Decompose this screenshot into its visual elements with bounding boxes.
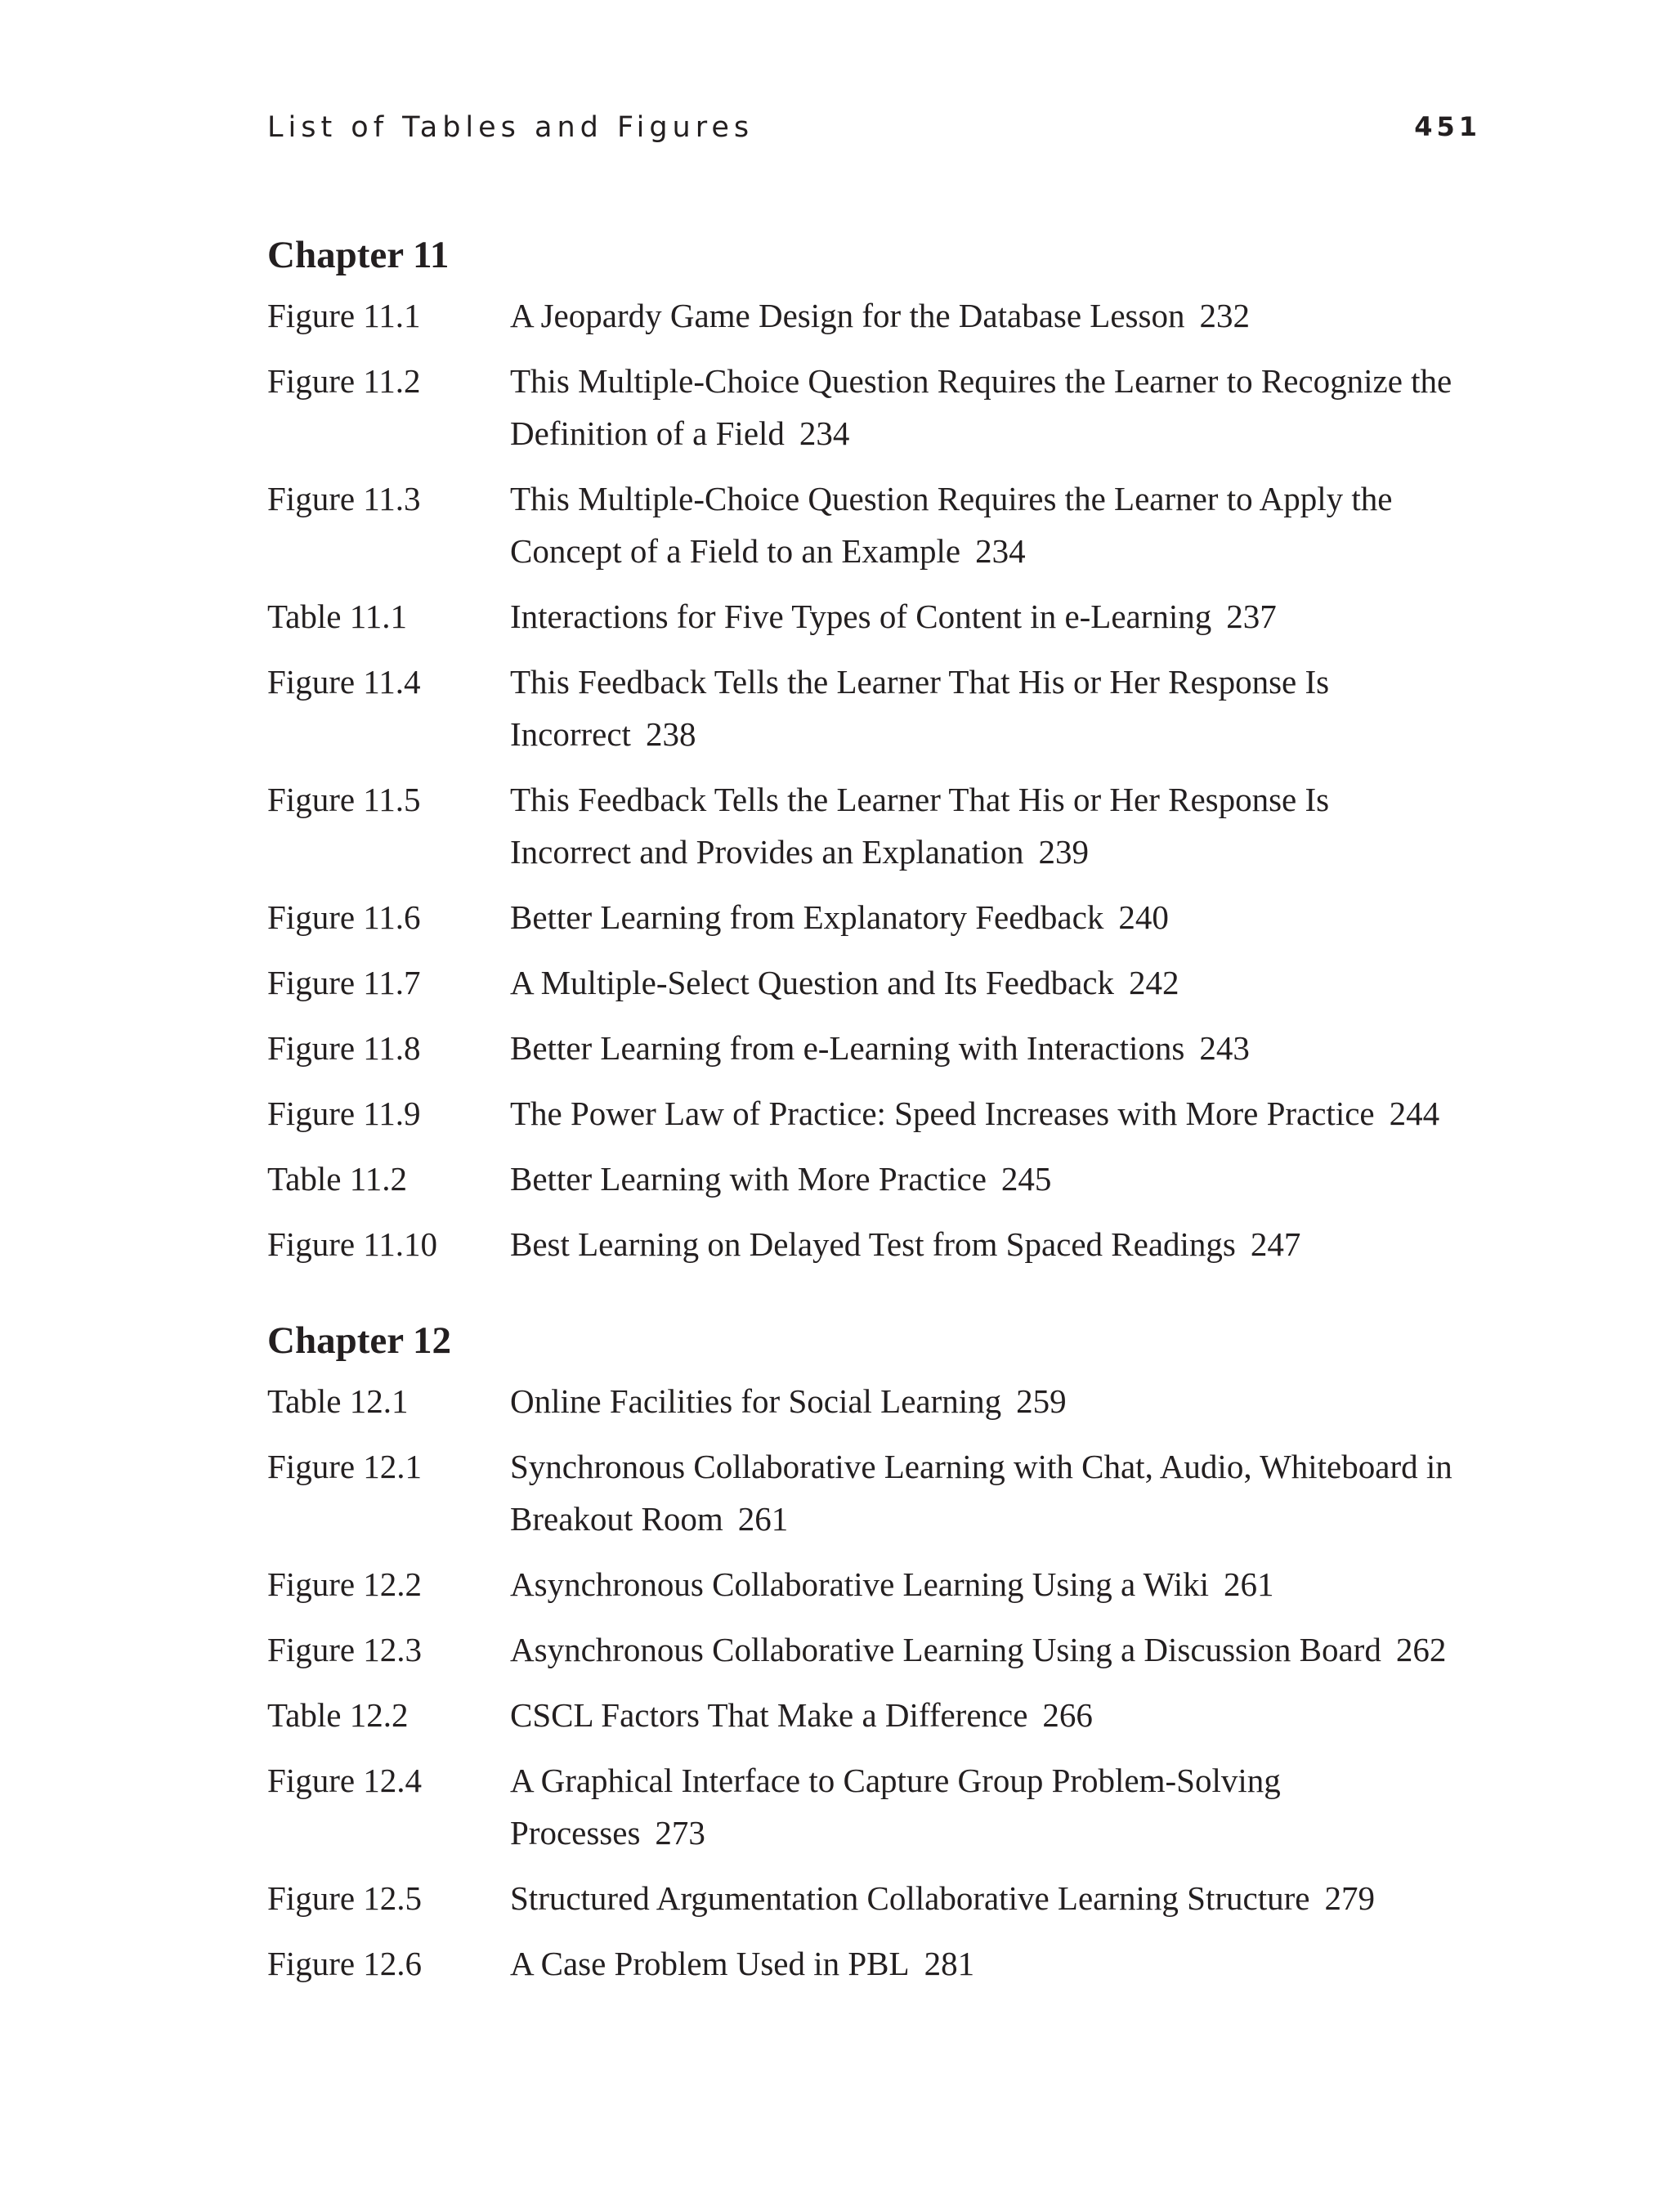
entry-text: [510, 1937, 1458, 1990]
list-item: [267, 656, 1493, 760]
entry-page-number: 261: [1224, 1565, 1274, 1603]
entry-text: [510, 656, 1458, 760]
list-item: [267, 1558, 1493, 1610]
entry-title: A Jeopardy Game Design for the Database Lesson: [510, 297, 1185, 334]
list-item: [267, 956, 1493, 1009]
list-item: [267, 1375, 1493, 1427]
entry-text: [510, 773, 1458, 878]
entry-page-number: 281: [924, 1945, 975, 1982]
list-item: [267, 1754, 1493, 1859]
entry-label: Figure 11.10: [267, 1225, 438, 1263]
entry-title: Interactions for Five Types of Content in e-Learning: [510, 598, 1212, 635]
list-item: [267, 1937, 1493, 1990]
entry-text: [510, 590, 1458, 643]
entry-title: Structured Argumentation Collaborative Learning Structure: [510, 1879, 1310, 1917]
entry-text: [510, 1153, 1458, 1205]
entry-label: Figure 11.9: [267, 1095, 421, 1132]
list-item: [267, 1153, 1493, 1205]
entry-label: Figure 11.6: [267, 898, 421, 936]
entry-label: Figure 11.4: [267, 663, 421, 701]
entry-label: Figure 11.8: [267, 1029, 421, 1067]
entry-label: Figure 12.2: [267, 1565, 423, 1603]
entry-title: This Multiple-Choice Question Requires the Learner to Apply the Concept of a Field to an Example: [510, 480, 1393, 570]
entry-text: [510, 1754, 1458, 1859]
entry-page-number: 261: [737, 1500, 789, 1538]
chapter-section: [267, 1316, 1493, 1990]
list-item: [267, 891, 1493, 943]
entry-text: [510, 1872, 1458, 1924]
entry-title: A Graphical Interface to Capture Group Problem-Solving Processes: [510, 1762, 1281, 1852]
entry-title: Better Learning from Explanatory Feedback: [510, 898, 1104, 936]
entry-title: CSCL Factors That Make a Difference: [510, 1696, 1028, 1734]
list-item: [267, 773, 1493, 878]
chapter-section: [267, 231, 1493, 1270]
entry-text: [510, 1689, 1458, 1741]
entry-page-number: 242: [1128, 964, 1179, 1001]
running-head: List of Tables and Figures: [267, 111, 754, 144]
list-item: [267, 472, 1493, 577]
list-item: [267, 1218, 1493, 1270]
entry-title: This Feedback Tells the Learner That His or Her Response Is Incorrect: [510, 663, 1330, 753]
list-item: [267, 1623, 1493, 1676]
entry-page-number: 234: [799, 414, 850, 452]
entry-text: [510, 891, 1458, 943]
entry-title: A Case Problem Used in PBL: [510, 1945, 910, 1982]
entry-title: Best Learning on Delayed Test from Spaced Readings: [510, 1225, 1236, 1263]
list-item: [267, 1872, 1493, 1924]
entry-title: This Feedback Tells the Learner That His or Her Response Is Incorrect and Provides an Explanation: [510, 781, 1330, 871]
page-number: 451: [1414, 111, 1481, 142]
entry-page-number: 232: [1199, 297, 1250, 334]
entry-title: This Multiple-Choice Question Requires the Learner to Recognize the Definition of a Field: [510, 362, 1452, 452]
entry-text: [510, 472, 1458, 577]
entry-text: [510, 1558, 1458, 1610]
entry-page-number: 237: [1226, 598, 1277, 635]
entry-list: [267, 289, 1493, 1270]
entry-label: Table 11.2: [267, 1160, 407, 1198]
entry-title: Online Facilities for Social Learning: [510, 1382, 1002, 1420]
entry-page-number: 234: [975, 532, 1026, 570]
entry-label: Table 12.1: [267, 1382, 409, 1420]
entry-text: [510, 956, 1458, 1009]
list-item: [267, 1440, 1493, 1545]
list-item: [267, 289, 1493, 342]
entry-label: Figure 12.1: [267, 1448, 423, 1485]
entry-label: Figure 12.4: [267, 1762, 423, 1799]
entry-page-number: 245: [1000, 1160, 1052, 1198]
entry-title: Asynchronous Collaborative Learning Using a Discussion Board: [510, 1631, 1381, 1668]
entry-label: Table 12.2: [267, 1696, 409, 1734]
entry-title: A Multiple-Select Question and Its Feedback: [510, 964, 1114, 1001]
list-of-figures: [267, 231, 1493, 2035]
chapter-heading: Chapter 11: [267, 234, 450, 276]
entry-page-number: 262: [1395, 1631, 1447, 1668]
entry-page-number: 240: [1118, 898, 1169, 936]
entry-label: Figure 11.3: [267, 480, 421, 517]
entry-page-number: 239: [1038, 833, 1089, 871]
entry-text: [510, 1218, 1458, 1270]
entry-page-number: 259: [1016, 1382, 1067, 1420]
entry-label: Figure 11.7: [267, 964, 421, 1001]
entry-title: Better Learning with More Practice: [510, 1160, 987, 1198]
entry-page-number: 238: [645, 715, 696, 753]
entry-title: Better Learning from e-Learning with Interactions: [510, 1029, 1185, 1067]
entry-text: [510, 1087, 1458, 1140]
entry-label: Figure 11.1: [267, 297, 421, 334]
list-item: [267, 590, 1493, 643]
entry-page-number: 247: [1250, 1225, 1301, 1263]
entry-text: [510, 355, 1458, 459]
list-item: [267, 1022, 1493, 1074]
entry-text: [510, 1623, 1458, 1676]
entry-title: The Power Law of Practice: Speed Increases with More Practice: [510, 1095, 1375, 1132]
entry-page-number: 279: [1324, 1879, 1375, 1917]
entry-title: Synchronous Collaborative Learning with Chat, Audio, Whiteboard in Breakout Room: [510, 1448, 1452, 1538]
entry-label: Figure 12.6: [267, 1945, 423, 1982]
entry-text: [510, 289, 1458, 342]
entry-text: [510, 1375, 1458, 1427]
entry-list: [267, 1375, 1493, 1990]
entry-text: [510, 1022, 1458, 1074]
list-item: [267, 355, 1493, 459]
entry-text: [510, 1440, 1458, 1545]
entry-page-number: 273: [655, 1814, 705, 1852]
chapter-heading: Chapter 12: [267, 1319, 451, 1362]
entry-page-number: 243: [1199, 1029, 1250, 1067]
entry-label: Table 11.1: [267, 598, 407, 635]
entry-label: Figure 11.5: [267, 781, 421, 818]
list-item: [267, 1087, 1493, 1140]
entry-page-number: 266: [1042, 1696, 1093, 1734]
entry-label: Figure 11.2: [267, 362, 421, 400]
entry-label: Figure 12.5: [267, 1879, 423, 1917]
entry-page-number: 244: [1389, 1095, 1440, 1132]
entry-label: Figure 12.3: [267, 1631, 423, 1668]
list-item: [267, 1689, 1493, 1741]
entry-title: Asynchronous Collaborative Learning Using a Wiki: [510, 1565, 1210, 1603]
